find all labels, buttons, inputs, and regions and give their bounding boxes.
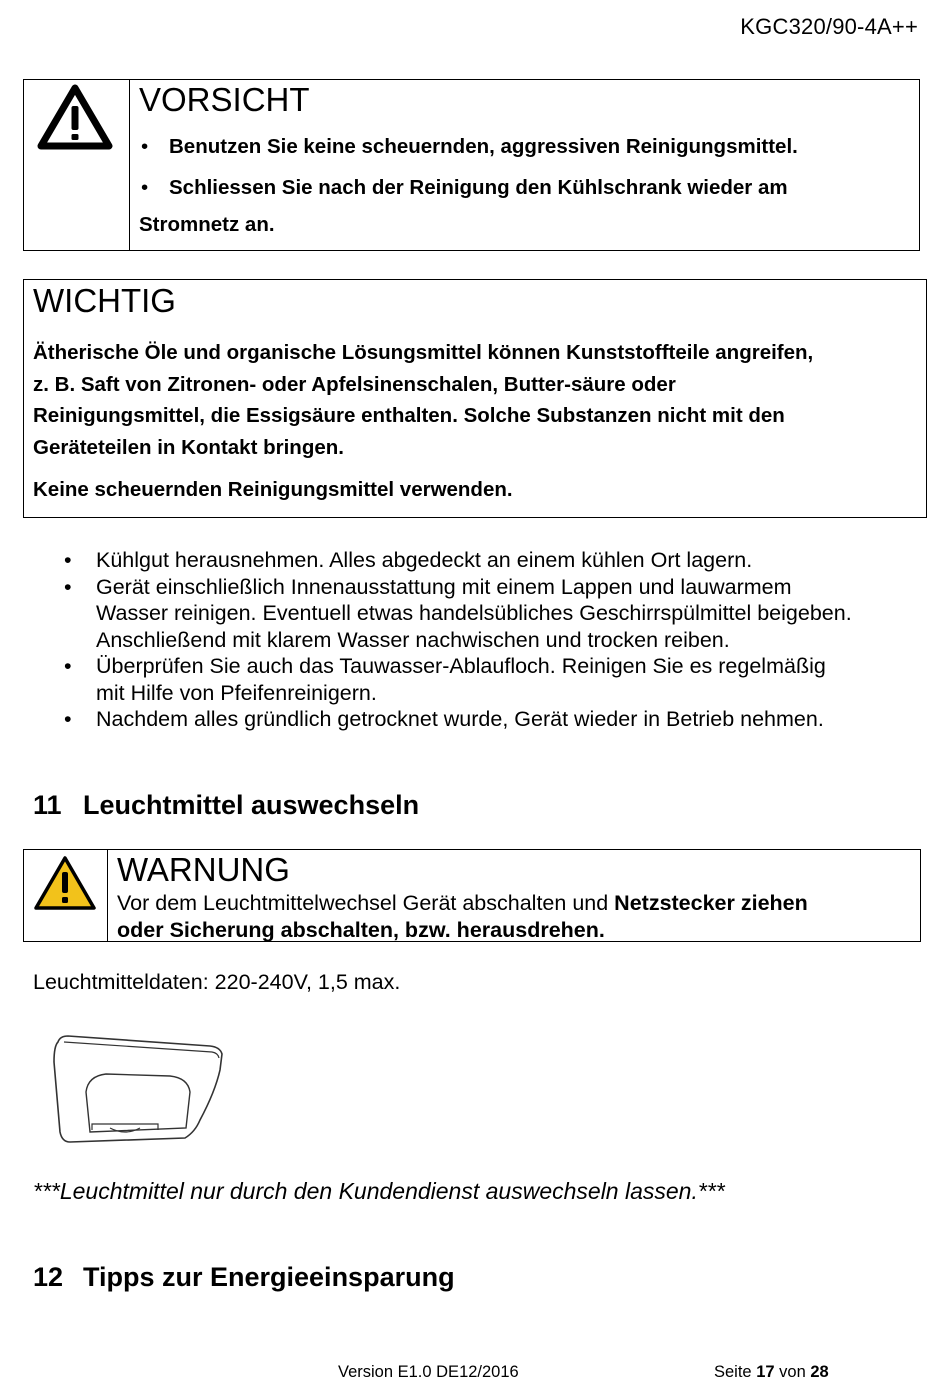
cleaning-step-line: • Gerät einschließlich Innenausstattung mit einem Lappen und lauwarmem [96, 574, 792, 599]
warning-text [117, 890, 907, 943]
caution-list [139, 126, 899, 245]
cleaning-step-line: • Überprüfen Sie auch das Tauwasser-Ablaufloch. Reinigen Sie es regelmäßig [96, 654, 826, 678]
section-11-heading [33, 790, 419, 821]
warning-title: WARNUNG [117, 851, 290, 888]
document-model-number: KGC320/90-4A++ [740, 14, 918, 39]
section-title: Leuchtmittel auswechseln [83, 790, 420, 820]
lamp-cover-illustration [50, 1032, 230, 1147]
cleaning-step-line: • Kühlgut herausnehmen. Alles abgedeckt an einem kühlen Ort lagern. [96, 548, 753, 572]
caution-title: VORSICHT [139, 81, 310, 118]
caution-item-continuation: Stromnetz an. [139, 213, 275, 236]
caution-box [23, 79, 920, 251]
cleaning-step [64, 653, 924, 706]
section-number: 11 [33, 790, 62, 820]
caution-item: • Schliessen Sie nach der Reinigung den Kühlschrank wieder am [139, 167, 899, 208]
page-prefix: Seite [714, 1363, 757, 1381]
section-12-heading [33, 1262, 455, 1293]
important-title: WICHTIG [33, 282, 176, 319]
warning-box [23, 849, 921, 942]
caution-item: • Benutzen Sie keine scheuernden, aggressiven Reinigungsmittel. [139, 126, 899, 167]
page-current: 17 [756, 1363, 775, 1381]
cleaning-steps-list [64, 547, 924, 733]
caution-icon-cell [24, 80, 130, 250]
warning-icon-cell [24, 850, 108, 941]
warning-text-bold: oder Sicherung abschalten, bzw. herausdrehen. [117, 917, 605, 942]
cleaning-step-line: Anschließend mit klarem Wasser nachwischen und trocken reiben. [96, 627, 730, 652]
important-paragraph [33, 337, 918, 463]
footer-page-number [714, 1363, 829, 1382]
warning-text-normal: Vor dem Leuchtmittelwechsel Gerät abschalten und [117, 891, 615, 915]
cleaning-step [64, 547, 924, 574]
warning-triangle-yellow-icon [32, 854, 98, 912]
important-line: Geräteteilen in Kontakt bringen. [33, 435, 344, 459]
important-line: Reinigungsmittel, die Essigsäure enthalten. Solche Substanzen nicht mit den [33, 404, 785, 427]
cleaning-step [64, 574, 924, 654]
page-total: 28 [810, 1363, 829, 1381]
cleaning-step-line: Wasser reinigen. Eventuell etwas handelsübliches Geschirrspülmittel beigeben. [96, 601, 852, 625]
page-mid: von [774, 1363, 811, 1381]
footer-version: Version E1.0 DE12/2016 [338, 1363, 519, 1381]
important-line: Ätherische Öle und organische Lösungsmittel können Kunststoffteile angreifen, [33, 341, 814, 364]
cleaning-step-line: • Nachdem alles gründlich getrocknet wurde, Gerät wieder in Betrieb nehmen. [96, 707, 824, 731]
warning-triangle-icon [35, 82, 115, 152]
section-title: Tipps zur Energieeinsparung [83, 1262, 455, 1292]
important-line: z. B. Saft von Zitronen- oder Apfelsinenschalen, Butter-säure oder [33, 372, 676, 396]
cleaning-step-line: mit Hilfe von Pfeifenreinigern. [96, 680, 377, 705]
lamp-specs: Leuchtmitteldaten: 220-240V, 1,5 max. [33, 970, 401, 994]
service-note: ***Leuchtmittel nur durch den Kundendienst auswechseln lassen.*** [33, 1178, 725, 1204]
section-number: 12 [33, 1262, 64, 1292]
important-box [23, 279, 927, 518]
warning-text-bold: Netzstecker ziehen [614, 891, 808, 915]
cleaning-step [64, 706, 924, 733]
important-paragraph-2: Keine scheuernden Reinigungsmittel verwenden. [33, 478, 513, 501]
